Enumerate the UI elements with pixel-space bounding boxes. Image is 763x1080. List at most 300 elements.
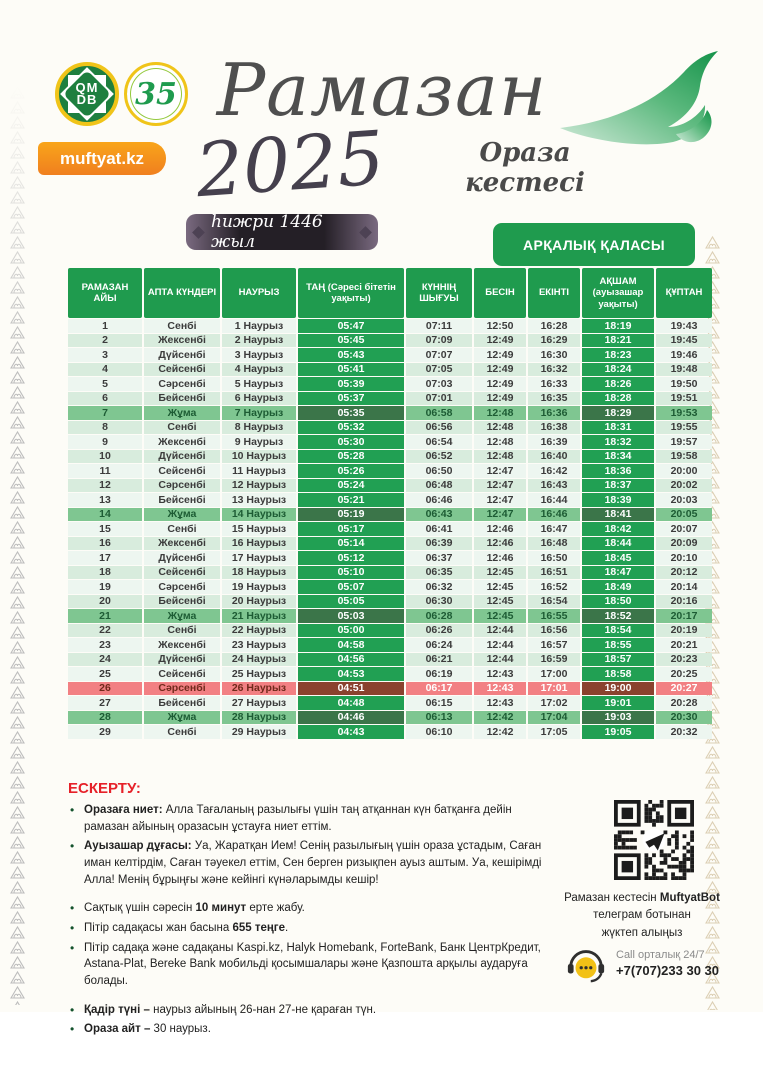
cell-quptan: 19:51: [656, 392, 712, 406]
cell-sunrise: 06:10: [406, 725, 472, 739]
qr-caption: Рамазан кестесін MuftyatBot телеграм ботынан жүктеп алыңыз: [564, 892, 720, 939]
cell-besin: 12:44: [474, 638, 526, 652]
cell-quptan: 20:12: [656, 566, 712, 580]
cell-besin: 12:45: [474, 609, 526, 623]
hijri-text: һижри 1446 жыл: [211, 212, 323, 252]
cell-quptan: 20:07: [656, 522, 712, 536]
cell-day: 29: [68, 725, 142, 739]
table-row: [68, 435, 712, 449]
cell-besin: 12:48: [474, 435, 526, 449]
cell-besin: 12:46: [474, 522, 526, 536]
qr-code-image: [614, 800, 694, 880]
cell-weekday: Сейсенбі: [144, 363, 220, 377]
cell-weekday: Сейсенбі: [144, 667, 220, 681]
cell-quptan: 19:58: [656, 450, 712, 464]
cell-besin: 12:45: [474, 595, 526, 609]
cell-besin: 12:43: [474, 682, 526, 696]
cell-sunrise: 06:30: [406, 595, 472, 609]
cell-quptan: 20:23: [656, 653, 712, 667]
table-row: [68, 725, 712, 739]
cell-date: 29 Наурыз: [222, 725, 296, 739]
table-row: [68, 377, 712, 391]
cell-besin: 12:47: [474, 508, 526, 522]
cell-tan: 05:26: [298, 464, 404, 478]
qmdb-logo: [55, 62, 119, 126]
cell-sunrise: 06:15: [406, 696, 472, 710]
cell-aqsham: 18:28: [582, 392, 654, 406]
cell-tan: 05:14: [298, 537, 404, 551]
cell-besin: 12:49: [474, 392, 526, 406]
notes-groups: [70, 802, 548, 1050]
cell-date: 18 Наурыз: [222, 566, 296, 580]
table-row: [68, 682, 712, 696]
cell-besin: 12:46: [474, 551, 526, 565]
cell-weekday: Жексенбі: [144, 435, 220, 449]
cell-weekday: Дүйсенбі: [144, 653, 220, 667]
cell-aqsham: 18:26: [582, 377, 654, 391]
cell-tan: 05:17: [298, 522, 404, 536]
cell-sunrise: 07:01: [406, 392, 472, 406]
cell-besin: 12:44: [474, 624, 526, 638]
cell-date: 7 Наурыз: [222, 406, 296, 420]
note-item: • Ауызашар дұғасы: Уа, Жаратқан Ием! Сенің разылығың үшін ораза ұстадым, Саған иман келтірдім, Саған тәуекел еттім, Сен берген ризықпен ауыз аштым. Уа, кешірімді Алла! Менің бұрыңғы және кейінгі күнәларымды кешір!: [70, 838, 548, 888]
cell-sunrise: 07:05: [406, 363, 472, 377]
cell-aqsham: 18:52: [582, 609, 654, 623]
cell-besin: 12:49: [474, 363, 526, 377]
cell-tan: 04:43: [298, 725, 404, 739]
cell-aqsham: 18:21: [582, 334, 654, 348]
cell-sunrise: 06:37: [406, 551, 472, 565]
cell-quptan: 19:55: [656, 421, 712, 435]
cell-tan: 05:10: [298, 566, 404, 580]
cell-day: 20: [68, 595, 142, 609]
cell-aqsham: 19:05: [582, 725, 654, 739]
column-header-7: АҚШАМ (ауызашар уақыты): [582, 268, 654, 318]
note-item: • Пітір садақасы жан басына 655 теңге.: [70, 920, 548, 937]
cell-day: 15: [68, 522, 142, 536]
cell-day: 16: [68, 537, 142, 551]
cell-day: 25: [68, 667, 142, 681]
note-item: • Пітір садақа және садақаны Kaspi.kz, Halyk Homebank, ForteBank, Банк ЦентрКредит, Astana-Plat, Bereke Bank мобильді қосымшалары және Қазпошта арқылы аударуға болады.: [70, 940, 548, 990]
cell-tan: 04:53: [298, 667, 404, 681]
cell-day: 22: [68, 624, 142, 638]
cell-weekday: Сейсенбі: [144, 464, 220, 478]
cell-sunrise: 07:03: [406, 377, 472, 391]
cell-day: 26: [68, 682, 142, 696]
cell-ekinti: 16:32: [528, 363, 580, 377]
cell-tan: 05:43: [298, 348, 404, 362]
cell-weekday: Сәрсенбі: [144, 682, 220, 696]
cell-quptan: 19:53: [656, 406, 712, 420]
cell-sunrise: 06:50: [406, 464, 472, 478]
table-row: [68, 348, 712, 362]
cell-aqsham: 18:42: [582, 522, 654, 536]
cell-besin: 12:48: [474, 450, 526, 464]
cell-day: 27: [68, 696, 142, 710]
cell-quptan: 20:05: [656, 508, 712, 522]
page-title: Рамазан: [216, 48, 548, 132]
cell-day: 18: [68, 566, 142, 580]
cell-date: 24 Наурыз: [222, 653, 296, 667]
column-header-1: АПТА КҮНДЕРІ: [144, 268, 220, 318]
cell-tan: 04:56: [298, 653, 404, 667]
cell-ekinti: 16:54: [528, 595, 580, 609]
cell-quptan: 20:30: [656, 711, 712, 725]
cell-weekday: Бейсенбі: [144, 493, 220, 507]
cell-aqsham: 18:37: [582, 479, 654, 493]
table-row: [68, 450, 712, 464]
table-row: [68, 537, 712, 551]
qr-code: [614, 800, 694, 880]
cell-aqsham: 18:29: [582, 406, 654, 420]
cell-weekday: Дүйсенбі: [144, 551, 220, 565]
cell-weekday: Жексенбі: [144, 334, 220, 348]
cell-date: 8 Наурыз: [222, 421, 296, 435]
cell-besin: 12:47: [474, 464, 526, 478]
cell-day: 3: [68, 348, 142, 362]
note-item: • Қадір түні – наурыз айының 26-нан 27-не қараған түн.: [70, 1002, 548, 1019]
cell-ekinti: 16:56: [528, 624, 580, 638]
schedule-header-row: [68, 268, 712, 318]
cell-date: 1 Наурыз: [222, 319, 296, 333]
cell-sunrise: 07:11: [406, 319, 472, 333]
cell-date: 27 Наурыз: [222, 696, 296, 710]
cell-besin: 12:42: [474, 711, 526, 725]
cell-ekinti: 17:04: [528, 711, 580, 725]
cell-date: 26 Наурыз: [222, 682, 296, 696]
cell-sunrise: 06:56: [406, 421, 472, 435]
cell-ekinti: 17:01: [528, 682, 580, 696]
cell-ekinti: 16:39: [528, 435, 580, 449]
table-row: [68, 711, 712, 725]
cell-ekinti: 16:40: [528, 450, 580, 464]
cell-sunrise: 06:58: [406, 406, 472, 420]
subtitle: Ораза кестесі: [465, 138, 585, 198]
cell-tan: 05:32: [298, 421, 404, 435]
cell-weekday: Дүйсенбі: [144, 348, 220, 362]
anniversary-35-logo: 35: [124, 62, 188, 126]
table-row: [68, 580, 712, 594]
headset-chat-icon: [565, 942, 607, 984]
table-row: [68, 319, 712, 333]
crescent-swoosh-icon: [556, 48, 724, 146]
cell-day: 24: [68, 653, 142, 667]
cell-date: 22 Наурыз: [222, 624, 296, 638]
cell-aqsham: 18:49: [582, 580, 654, 594]
cell-quptan: 19:43: [656, 319, 712, 333]
cell-quptan: 20:02: [656, 479, 712, 493]
notes-heading: ЕСКЕРТУ:: [68, 780, 141, 797]
cell-weekday: Сәрсенбі: [144, 479, 220, 493]
table-row: [68, 406, 712, 420]
cell-ekinti: 16:46: [528, 508, 580, 522]
cell-day: 5: [68, 377, 142, 391]
cell-sunrise: 06:28: [406, 609, 472, 623]
cell-weekday: Дүйсенбі: [144, 450, 220, 464]
cell-ekinti: 16:59: [528, 653, 580, 667]
schedule-body: [68, 319, 712, 739]
cell-tan: 05:47: [298, 319, 404, 333]
cell-date: 3 Наурыз: [222, 348, 296, 362]
cell-day: 9: [68, 435, 142, 449]
call-center-label: Call орталық 24/7: [616, 948, 705, 961]
cell-tan: 05:12: [298, 551, 404, 565]
cell-tan: 04:58: [298, 638, 404, 652]
cell-ekinti: 16:44: [528, 493, 580, 507]
table-row: [68, 667, 712, 681]
cell-weekday: Жұма: [144, 609, 220, 623]
cell-ekinti: 16:50: [528, 551, 580, 565]
cell-aqsham: 18:54: [582, 624, 654, 638]
cell-tan: 05:03: [298, 609, 404, 623]
cell-quptan: 20:14: [656, 580, 712, 594]
cell-date: 23 Наурыз: [222, 638, 296, 652]
cell-day: 8: [68, 421, 142, 435]
banner-ornament: [359, 226, 372, 239]
table-row: [68, 624, 712, 638]
cell-weekday: Сәрсенбі: [144, 377, 220, 391]
cell-quptan: 20:21: [656, 638, 712, 652]
cell-date: 17 Наурыз: [222, 551, 296, 565]
cell-besin: 12:43: [474, 667, 526, 681]
cell-aqsham: 18:45: [582, 551, 654, 565]
cell-weekday: Жұма: [144, 406, 220, 420]
cell-tan: 04:51: [298, 682, 404, 696]
cell-quptan: 19:48: [656, 363, 712, 377]
table-row: [68, 551, 712, 565]
cell-aqsham: 18:19: [582, 319, 654, 333]
cell-quptan: 19:50: [656, 377, 712, 391]
cell-ekinti: 16:28: [528, 319, 580, 333]
cell-aqsham: 18:50: [582, 595, 654, 609]
cell-ekinti: 16:52: [528, 580, 580, 594]
cell-ekinti: 16:38: [528, 421, 580, 435]
cell-sunrise: 06:21: [406, 653, 472, 667]
cell-sunrise: 06:13: [406, 711, 472, 725]
cell-quptan: 19:57: [656, 435, 712, 449]
cell-ekinti: 16:57: [528, 638, 580, 652]
cell-sunrise: 06:35: [406, 566, 472, 580]
cell-date: 21 Наурыз: [222, 609, 296, 623]
table-row: [68, 479, 712, 493]
table-row: [68, 638, 712, 652]
cell-date: 16 Наурыз: [222, 537, 296, 551]
cell-date: 15 Наурыз: [222, 522, 296, 536]
cell-aqsham: 18:58: [582, 667, 654, 681]
cell-weekday: Бейсенбі: [144, 696, 220, 710]
cell-tan: 05:05: [298, 595, 404, 609]
cell-day: 4: [68, 363, 142, 377]
cell-besin: 12:44: [474, 653, 526, 667]
table-row: [68, 595, 712, 609]
cell-ekinti: 17:02: [528, 696, 580, 710]
column-header-5: БЕСІН: [474, 268, 526, 318]
cell-day: 7: [68, 406, 142, 420]
cell-quptan: 20:25: [656, 667, 712, 681]
cell-date: 20 Наурыз: [222, 595, 296, 609]
cell-sunrise: 06:32: [406, 580, 472, 594]
cell-quptan: 20:32: [656, 725, 712, 739]
cell-quptan: 20:27: [656, 682, 712, 696]
cell-quptan: 19:45: [656, 334, 712, 348]
cell-sunrise: 07:07: [406, 348, 472, 362]
qmdb-logo-text: QM DB: [75, 80, 99, 107]
cell-ekinti: 16:35: [528, 392, 580, 406]
cell-sunrise: 06:19: [406, 667, 472, 681]
cell-aqsham: 18:23: [582, 348, 654, 362]
table-row: [68, 696, 712, 710]
table-row: [68, 508, 712, 522]
cell-ekinti: 16:36: [528, 406, 580, 420]
cell-day: 13: [68, 493, 142, 507]
cell-sunrise: 06:54: [406, 435, 472, 449]
cell-besin: 12:47: [474, 493, 526, 507]
cell-ekinti: 17:00: [528, 667, 580, 681]
cell-weekday: Сейсенбі: [144, 566, 220, 580]
table-row: [68, 609, 712, 623]
cell-day: 1: [68, 319, 142, 333]
cell-sunrise: 06:17: [406, 682, 472, 696]
cell-weekday: Сенбі: [144, 522, 220, 536]
column-header-2: НАУРЫЗ: [222, 268, 296, 318]
cell-aqsham: 18:44: [582, 537, 654, 551]
cell-tan: 05:30: [298, 435, 404, 449]
cell-aqsham: 18:55: [582, 638, 654, 652]
cell-quptan: 20:17: [656, 609, 712, 623]
cell-weekday: Сенбі: [144, 725, 220, 739]
cell-date: 10 Наурыз: [222, 450, 296, 464]
cell-ekinti: 16:30: [528, 348, 580, 362]
cell-date: 11 Наурыз: [222, 464, 296, 478]
cell-tan: 05:07: [298, 580, 404, 594]
cell-date: 4 Наурыз: [222, 363, 296, 377]
table-row: [68, 363, 712, 377]
cell-weekday: Бейсенбі: [144, 595, 220, 609]
cell-date: 5 Наурыз: [222, 377, 296, 391]
cell-weekday: Жұма: [144, 711, 220, 725]
cell-aqsham: 19:01: [582, 696, 654, 710]
cell-quptan: 20:09: [656, 537, 712, 551]
cell-date: 12 Наурыз: [222, 479, 296, 493]
cell-ekinti: 16:55: [528, 609, 580, 623]
cell-date: 6 Наурыз: [222, 392, 296, 406]
cell-tan: 05:39: [298, 377, 404, 391]
cell-sunrise: 06:52: [406, 450, 472, 464]
table-row: [68, 464, 712, 478]
cell-sunrise: 06:24: [406, 638, 472, 652]
column-header-4: КҮННІҢ ШЫҒУЫ: [406, 268, 472, 318]
cell-quptan: 20:03: [656, 493, 712, 507]
column-header-6: ЕКІНТІ: [528, 268, 580, 318]
call-center-block: [565, 942, 719, 984]
cell-sunrise: 06:43: [406, 508, 472, 522]
cell-ekinti: 17:05: [528, 725, 580, 739]
cell-quptan: 20:28: [656, 696, 712, 710]
table-row: [68, 392, 712, 406]
cell-aqsham: 19:00: [582, 682, 654, 696]
city-button: АРҚАЛЫҚ ҚАЛАСЫ: [493, 223, 695, 266]
cell-day: 6: [68, 392, 142, 406]
cell-tan: 05:24: [298, 479, 404, 493]
cell-day: 12: [68, 479, 142, 493]
cell-ekinti: 16:42: [528, 464, 580, 478]
cell-date: 13 Наурыз: [222, 493, 296, 507]
cell-date: 14 Наурыз: [222, 508, 296, 522]
cell-tan: 05:21: [298, 493, 404, 507]
cell-quptan: 20:16: [656, 595, 712, 609]
cell-sunrise: 06:39: [406, 537, 472, 551]
cell-day: 21: [68, 609, 142, 623]
column-header-0: РАМАЗАН АЙЫ: [68, 268, 142, 318]
cell-ekinti: 16:29: [528, 334, 580, 348]
cell-aqsham: 18:57: [582, 653, 654, 667]
cell-besin: 12:49: [474, 334, 526, 348]
cell-tan: 04:46: [298, 711, 404, 725]
cell-date: 9 Наурыз: [222, 435, 296, 449]
cell-date: 28 Наурыз: [222, 711, 296, 725]
cell-tan: 05:41: [298, 363, 404, 377]
cell-quptan: 20:00: [656, 464, 712, 478]
cell-tan: 05:00: [298, 624, 404, 638]
cell-day: 14: [68, 508, 142, 522]
cell-aqsham: 18:34: [582, 450, 654, 464]
cell-weekday: Сенбі: [144, 421, 220, 435]
column-header-3: ТАҢ (Сәресі бітетін уақыты): [298, 268, 404, 318]
cell-weekday: Бейсенбі: [144, 392, 220, 406]
cell-besin: 12:48: [474, 421, 526, 435]
cell-quptan: 20:19: [656, 624, 712, 638]
table-row: [68, 522, 712, 536]
cell-aqsham: 18:39: [582, 493, 654, 507]
cell-day: 17: [68, 551, 142, 565]
cell-date: 19 Наурыз: [222, 580, 296, 594]
cell-sunrise: 06:26: [406, 624, 472, 638]
hijri-banner: [186, 214, 378, 250]
cell-besin: 12:49: [474, 377, 526, 391]
cell-besin: 12:49: [474, 348, 526, 362]
cell-aqsham: 18:32: [582, 435, 654, 449]
banner-ornament: [192, 226, 205, 239]
cell-besin: 12:46: [474, 537, 526, 551]
cell-tan: 05:35: [298, 406, 404, 420]
cell-quptan: 20:10: [656, 551, 712, 565]
table-row: [68, 334, 712, 348]
cell-weekday: Жексенбі: [144, 638, 220, 652]
cell-besin: 12:48: [474, 406, 526, 420]
cell-sunrise: 06:41: [406, 522, 472, 536]
cell-day: 10: [68, 450, 142, 464]
cell-tan: 05:45: [298, 334, 404, 348]
cell-ekinti: 16:48: [528, 537, 580, 551]
muftyat-badge: muftyat.kz: [38, 142, 166, 175]
cell-day: 19: [68, 580, 142, 594]
cell-day: 2: [68, 334, 142, 348]
cell-tan: 05:28: [298, 450, 404, 464]
cell-day: 28: [68, 711, 142, 725]
cell-weekday: Сенбі: [144, 319, 220, 333]
note-item: • Оразаға ниет: Алла Тағаланың разылығы үшін таң атқаннан күн батқанға дейін рамазан айының оразасын ұстауға ниет еттім.: [70, 802, 548, 835]
note-item: • Ораза айт – 30 наурыз.: [70, 1021, 548, 1038]
cell-tan: 04:48: [298, 696, 404, 710]
table-row: [68, 493, 712, 507]
cell-aqsham: 18:41: [582, 508, 654, 522]
cell-ekinti: 16:43: [528, 479, 580, 493]
cell-weekday: Сәрсенбі: [144, 580, 220, 594]
cell-aqsham: 18:31: [582, 421, 654, 435]
cell-sunrise: 06:48: [406, 479, 472, 493]
cell-aqsham: 18:24: [582, 363, 654, 377]
cell-ekinti: 16:47: [528, 522, 580, 536]
